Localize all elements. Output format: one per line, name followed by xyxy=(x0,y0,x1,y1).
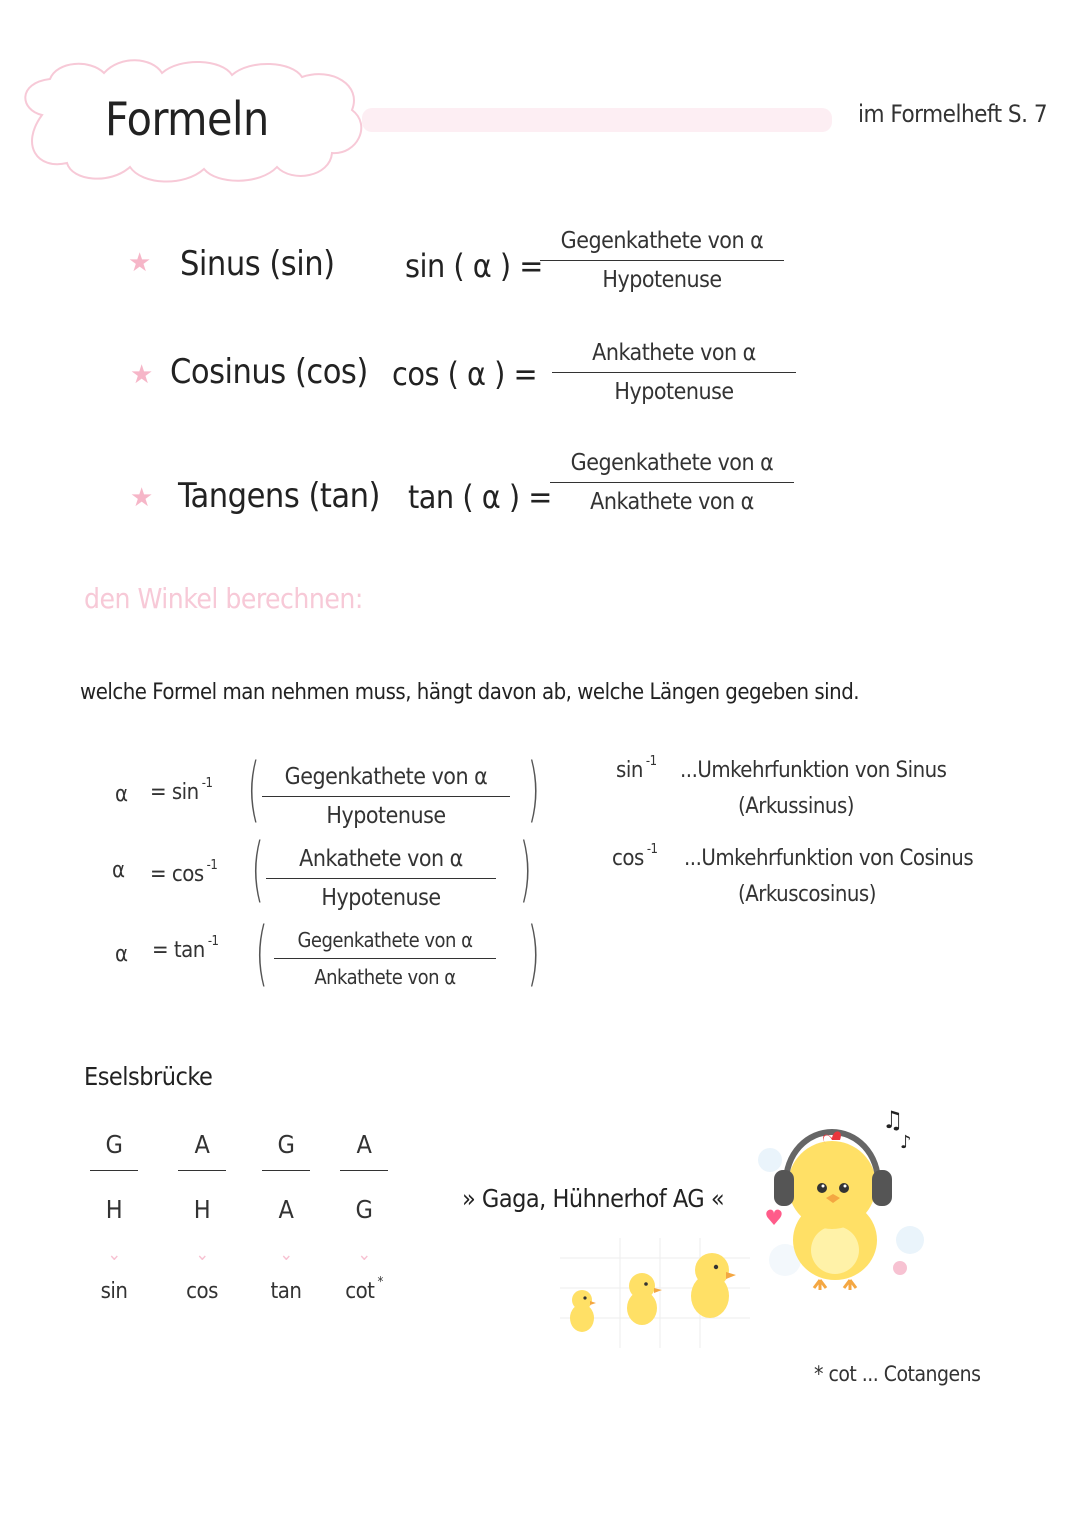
alpha-symbol: α xyxy=(115,782,128,807)
mnemonic-column-tan xyxy=(256,1130,316,1304)
mnemonic-function xyxy=(334,1275,394,1304)
formula-name: Tangens (tan) xyxy=(178,476,380,516)
inverse-fraction xyxy=(274,928,496,989)
fraction-numerator: Ankathete von α xyxy=(552,340,796,373)
star-icon: ★ xyxy=(130,360,154,390)
fraction-numerator: Gegenkathete von α xyxy=(550,450,794,483)
fraction-numerator: Ankathete von α xyxy=(266,846,496,879)
alpha-symbol: α xyxy=(112,858,125,883)
mnemonic-top-letter: A xyxy=(194,1130,210,1159)
chevron-down-icon: ⌄ xyxy=(357,1244,371,1265)
inverse-func xyxy=(152,934,219,963)
note-func-label: cos xyxy=(612,846,644,871)
fraction-denominator: Hypotenuse xyxy=(321,885,441,911)
chick-headphones-illustration xyxy=(750,1100,940,1300)
fraction-numerator: Gegenkathete von α xyxy=(540,228,784,261)
inverse-exponent: -1 xyxy=(206,858,218,873)
note-exponent: -1 xyxy=(645,754,657,769)
chevron-down-icon: ⌄ xyxy=(279,1244,293,1265)
explanation-sentence: welche Formel man nehmen muss, hängt davon ab, welche Längen gegeben sind. xyxy=(80,680,860,705)
formula-fraction xyxy=(540,228,784,293)
note-alt-name: (Arkussinus) xyxy=(738,794,854,819)
mnemonic-function: tan xyxy=(270,1279,302,1304)
close-paren: ) xyxy=(527,912,540,994)
close-paren: ) xyxy=(519,828,532,910)
note-alt-name: (Arkuscosinus) xyxy=(738,882,876,907)
mnemonic-bottom-letter: H xyxy=(193,1195,211,1224)
mnemonic-title: Eselsbrücke xyxy=(84,1062,213,1091)
fraction-denominator: Ankathete von α xyxy=(314,965,456,989)
formula-fraction xyxy=(552,340,796,405)
fraction-denominator: Hypotenuse xyxy=(326,803,446,829)
mnemonic-fraction-line xyxy=(90,1170,138,1171)
formula-fraction xyxy=(550,450,794,515)
header-highlight-bar xyxy=(362,108,832,132)
mnemonic-function: cos xyxy=(186,1279,218,1304)
open-paren: ( xyxy=(247,748,260,830)
footnote-marker: * xyxy=(377,1275,383,1290)
mnemonic-function-label: cot xyxy=(345,1279,375,1304)
mnemonic-fraction-line xyxy=(340,1170,388,1171)
mnemonic-top-letter: G xyxy=(105,1130,123,1159)
chick-small xyxy=(570,1290,596,1332)
note-description: ...Umkehrfunktion von Cosinus xyxy=(684,846,974,871)
note-exponent: -1 xyxy=(646,842,658,857)
mnemonic-column-cot xyxy=(334,1130,394,1304)
chick-medium xyxy=(627,1273,662,1325)
inverse-exponent: -1 xyxy=(201,776,213,791)
fraction-numerator: Gegenkathete von α xyxy=(262,764,510,797)
page-title: Formeln xyxy=(105,92,269,146)
formula-name: Sinus (sin) xyxy=(180,244,335,284)
fraction-denominator: Ankathete von α xyxy=(590,489,754,515)
chick-large xyxy=(691,1253,736,1318)
svg-text:♪: ♪ xyxy=(900,1132,912,1153)
star-icon: ★ xyxy=(128,248,152,278)
mnemonic-bottom-letter: G xyxy=(355,1195,373,1224)
formula-lhs: cos ( α ) = xyxy=(392,355,538,393)
fraction-denominator: Hypotenuse xyxy=(602,267,722,293)
fraction-numerator: Gegenkathete von α xyxy=(274,928,496,959)
formula-lhs: sin ( α ) = xyxy=(405,247,543,285)
note-description: ...Umkehrfunktion von Sinus xyxy=(680,758,947,783)
mnemonic-phrase: » Gaga, Hühnerhof AG « xyxy=(462,1184,725,1213)
formula-name: Cosinus (cos) xyxy=(170,352,368,392)
note-func-label: sin xyxy=(616,758,643,783)
mnemonic-function: sin xyxy=(100,1279,128,1304)
mnemonic-column-sin xyxy=(84,1130,144,1304)
inverse-func-label: = cos xyxy=(150,862,204,887)
open-paren: ( xyxy=(255,912,268,994)
mnemonic-column-cos xyxy=(172,1130,232,1304)
svg-text:♫: ♫ xyxy=(882,1106,904,1134)
mnemonic-fraction-line xyxy=(262,1170,310,1171)
open-paren: ( xyxy=(251,828,264,910)
inverse-exponent: -1 xyxy=(207,934,219,949)
mnemonic-fraction-line xyxy=(178,1170,226,1171)
inverse-func xyxy=(150,858,218,887)
close-paren: ) xyxy=(527,748,540,830)
inverse-fraction xyxy=(266,846,496,911)
footnote-cotangens: * cot ... Cotangens xyxy=(814,1362,981,1386)
star-icon: ★ xyxy=(130,483,154,513)
note-func xyxy=(616,754,657,783)
mnemonic-top-letter: A xyxy=(356,1130,372,1159)
note-func xyxy=(612,842,658,871)
inverse-func-label: = tan xyxy=(152,938,205,963)
inverse-func-label: = sin xyxy=(150,780,199,805)
fraction-denominator: Hypotenuse xyxy=(614,379,734,405)
formelheft-reference: im Formelheft S. 7 xyxy=(858,100,1048,128)
chevron-down-icon: ⌄ xyxy=(107,1244,121,1265)
mnemonic-bottom-letter: H xyxy=(105,1195,123,1224)
inverse-fraction xyxy=(262,764,510,829)
alpha-symbol: α xyxy=(115,942,128,967)
formula-lhs: tan ( α ) = xyxy=(408,478,552,516)
mnemonic-top-letter: G xyxy=(277,1130,295,1159)
inverse-func xyxy=(150,776,213,805)
mnemonic-bottom-letter: A xyxy=(278,1195,294,1224)
chevron-down-icon: ⌄ xyxy=(195,1244,209,1265)
walking-chicks-illustration xyxy=(560,1238,750,1348)
section-heading-angle: den Winkel berechnen: xyxy=(84,582,363,615)
